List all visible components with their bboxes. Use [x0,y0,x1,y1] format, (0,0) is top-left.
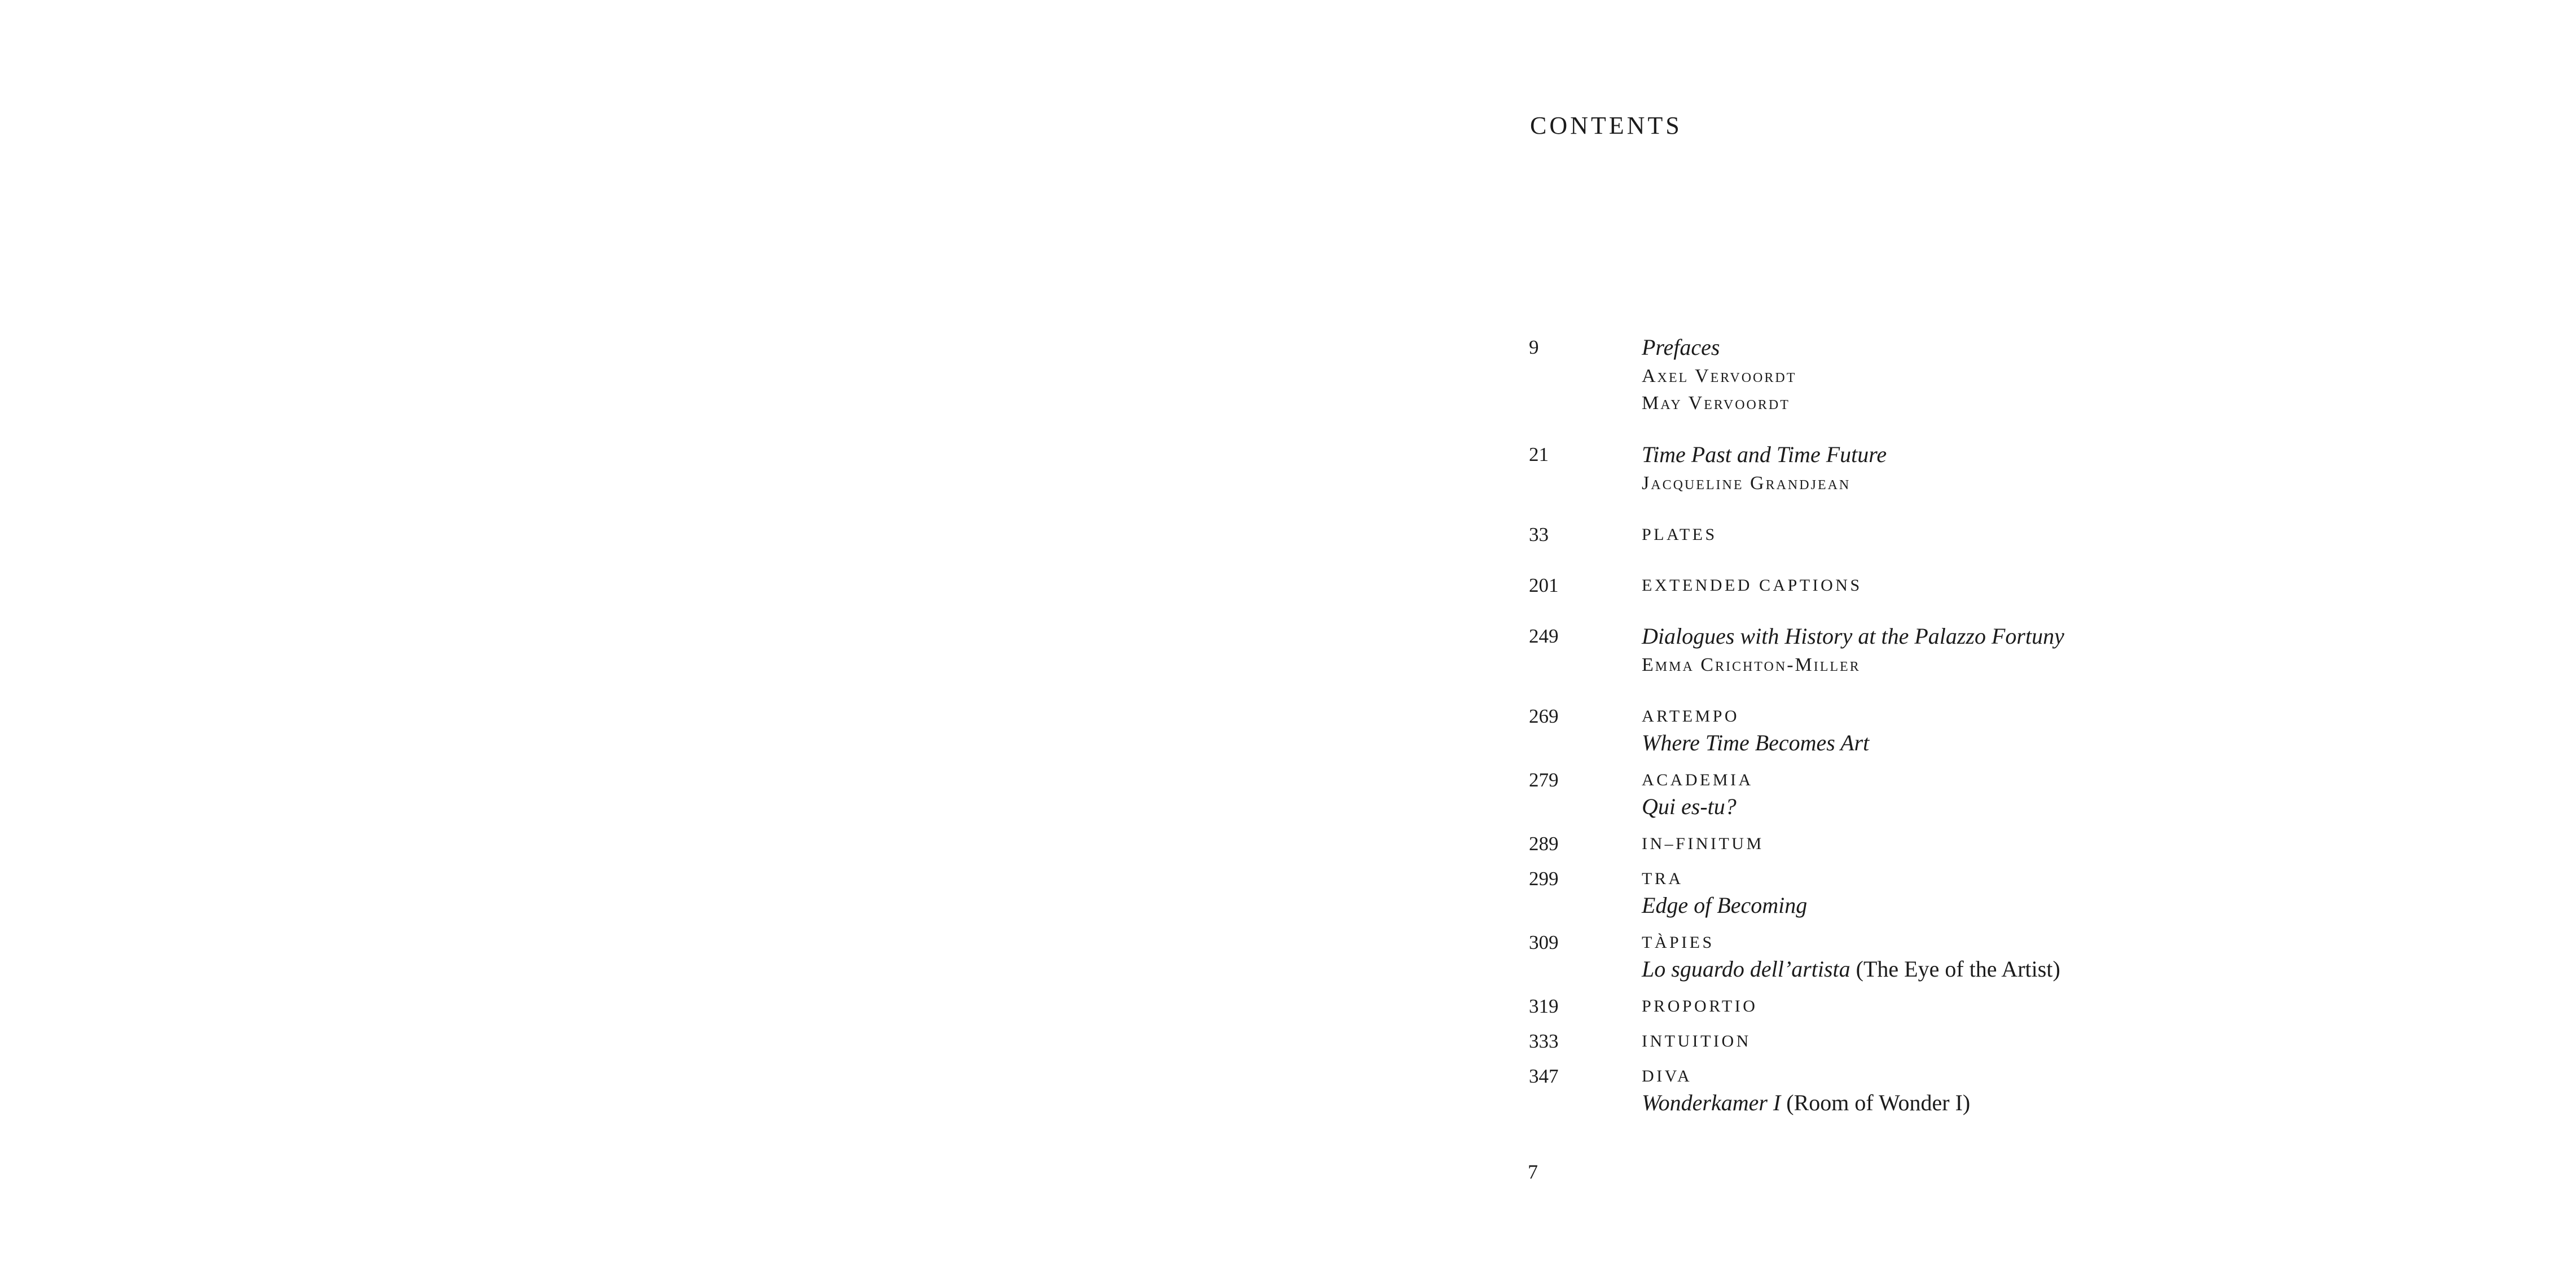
toc-line-part: PROPORTIO [1642,997,1758,1016]
toc-line-part: Emma Crichton-Miller [1642,654,1861,675]
toc-entry-lines [1642,832,1764,859]
toc-line [1642,392,1796,419]
toc-line [1642,1091,1970,1120]
toc-line [1642,705,1869,731]
toc-entry [1529,705,2064,760]
toc-entry-page-number: 269 [1529,705,1559,727]
toc-entry-page-number: 347 [1529,1065,1559,1087]
toc-entry-page-number: 299 [1529,868,1559,890]
toc-entry [1529,995,2064,1021]
toc-line-part: ACADEMIA [1642,771,1753,789]
toc-line-part: PLATES [1642,525,1717,544]
toc-entry [1529,625,2064,680]
toc-entry-lines [1642,1030,1751,1056]
toc-entry-page-number: 279 [1529,769,1559,791]
toc-line [1642,653,2064,680]
toc-line [1642,1030,1751,1056]
toc-line-part: DIVA [1642,1067,1693,1085]
toc-entry-page-number: 201 [1529,574,1559,596]
toc-entry-page-number: 9 [1529,336,1539,358]
toc-line [1642,1065,1970,1091]
toc-line-part: Wonderkamer I [1642,1090,1781,1115]
toc-line [1642,731,1869,760]
toc-line-part: INTUITION [1642,1032,1751,1050]
toc-entry [1529,768,2064,824]
toc-line-part: Lo sguardo dell’artista [1642,956,1850,982]
toc-line [1642,574,1862,600]
toc-entry-lines [1642,1065,1970,1120]
toc-line-part: TRA [1642,869,1683,888]
toc-line [1642,336,1796,364]
toc-line-part: May Vervoordt [1642,393,1790,414]
toc-entry-lines [1642,867,1807,922]
toc-entry [1529,336,2064,419]
toc-line [1642,995,1757,1021]
toc-entry-page-number: 319 [1529,995,1559,1017]
toc-line-part: Jacqueline Grandjean [1642,473,1851,494]
toc-entry [1529,867,2064,922]
toc-line-part: (Room of Wonder I) [1781,1090,1971,1115]
toc-line-part: Qui es-tu? [1642,794,1737,819]
toc-line-part: Edge of Becoming [1642,893,1808,918]
toc-entry-lines [1642,336,1796,419]
toc-entry-lines [1642,705,1869,760]
toc-entry [1529,931,2064,986]
toc-line-part: Time Past and Time Future [1642,442,1887,467]
toc-entry [1529,523,2064,550]
toc-entry [1529,443,2064,499]
toc-line [1642,894,1807,922]
toc-entry-page-number: 249 [1529,625,1559,647]
toc-entry-lines [1642,931,2060,986]
toc-entry-page-number: 33 [1529,524,1549,546]
toc-line-part: Where Time Becomes Art [1642,730,1870,755]
toc-entry [1529,1065,2064,1120]
toc-entry-page-number: 333 [1529,1030,1559,1052]
toc-entry-page-number: 309 [1529,931,1559,953]
toc-entry [1529,1030,2064,1056]
toc-line-part: IN–FINITUM [1642,834,1764,853]
toc-line-part: Axel Vervoordt [1642,366,1797,386]
toc-line-part: Prefaces [1642,335,1720,360]
toc-line-part: TÀPIES [1642,933,1715,952]
toc-entry [1529,832,2064,859]
toc-line [1642,443,1887,472]
folio-page-number: 7 [1528,1160,1538,1183]
toc-entry-lines [1642,443,1887,499]
page-title: CONTENTS [1530,112,1682,139]
toc-entry-lines [1642,574,1862,600]
toc-line [1642,625,2064,653]
toc-line [1642,867,1807,894]
toc-line [1642,832,1764,859]
toc-line [1642,768,1753,795]
toc-entry-lines [1642,625,2064,680]
toc-line [1642,957,2060,986]
toc-entry-lines [1642,768,1753,824]
toc-entry [1529,574,2064,600]
toc-entry-page-number: 289 [1529,833,1559,855]
toc-list [1529,336,2064,1128]
toc-entry-page-number: 21 [1529,443,1549,465]
toc-line [1642,364,1796,392]
toc-line-part: Dialogues with History at the Palazzo Fortuny [1642,623,2064,649]
toc-entry-lines [1642,523,1717,550]
toc-line [1642,931,2060,957]
toc-line-part: EXTENDED CAPTIONS [1642,576,1862,595]
toc-line [1642,795,1753,824]
toc-line [1642,472,1887,499]
toc-line-part: (The Eye of the Artist) [1850,956,2060,982]
toc-line [1642,523,1717,550]
toc-entry-lines [1642,995,1757,1021]
toc-line-part: ARTEMPO [1642,707,1740,726]
